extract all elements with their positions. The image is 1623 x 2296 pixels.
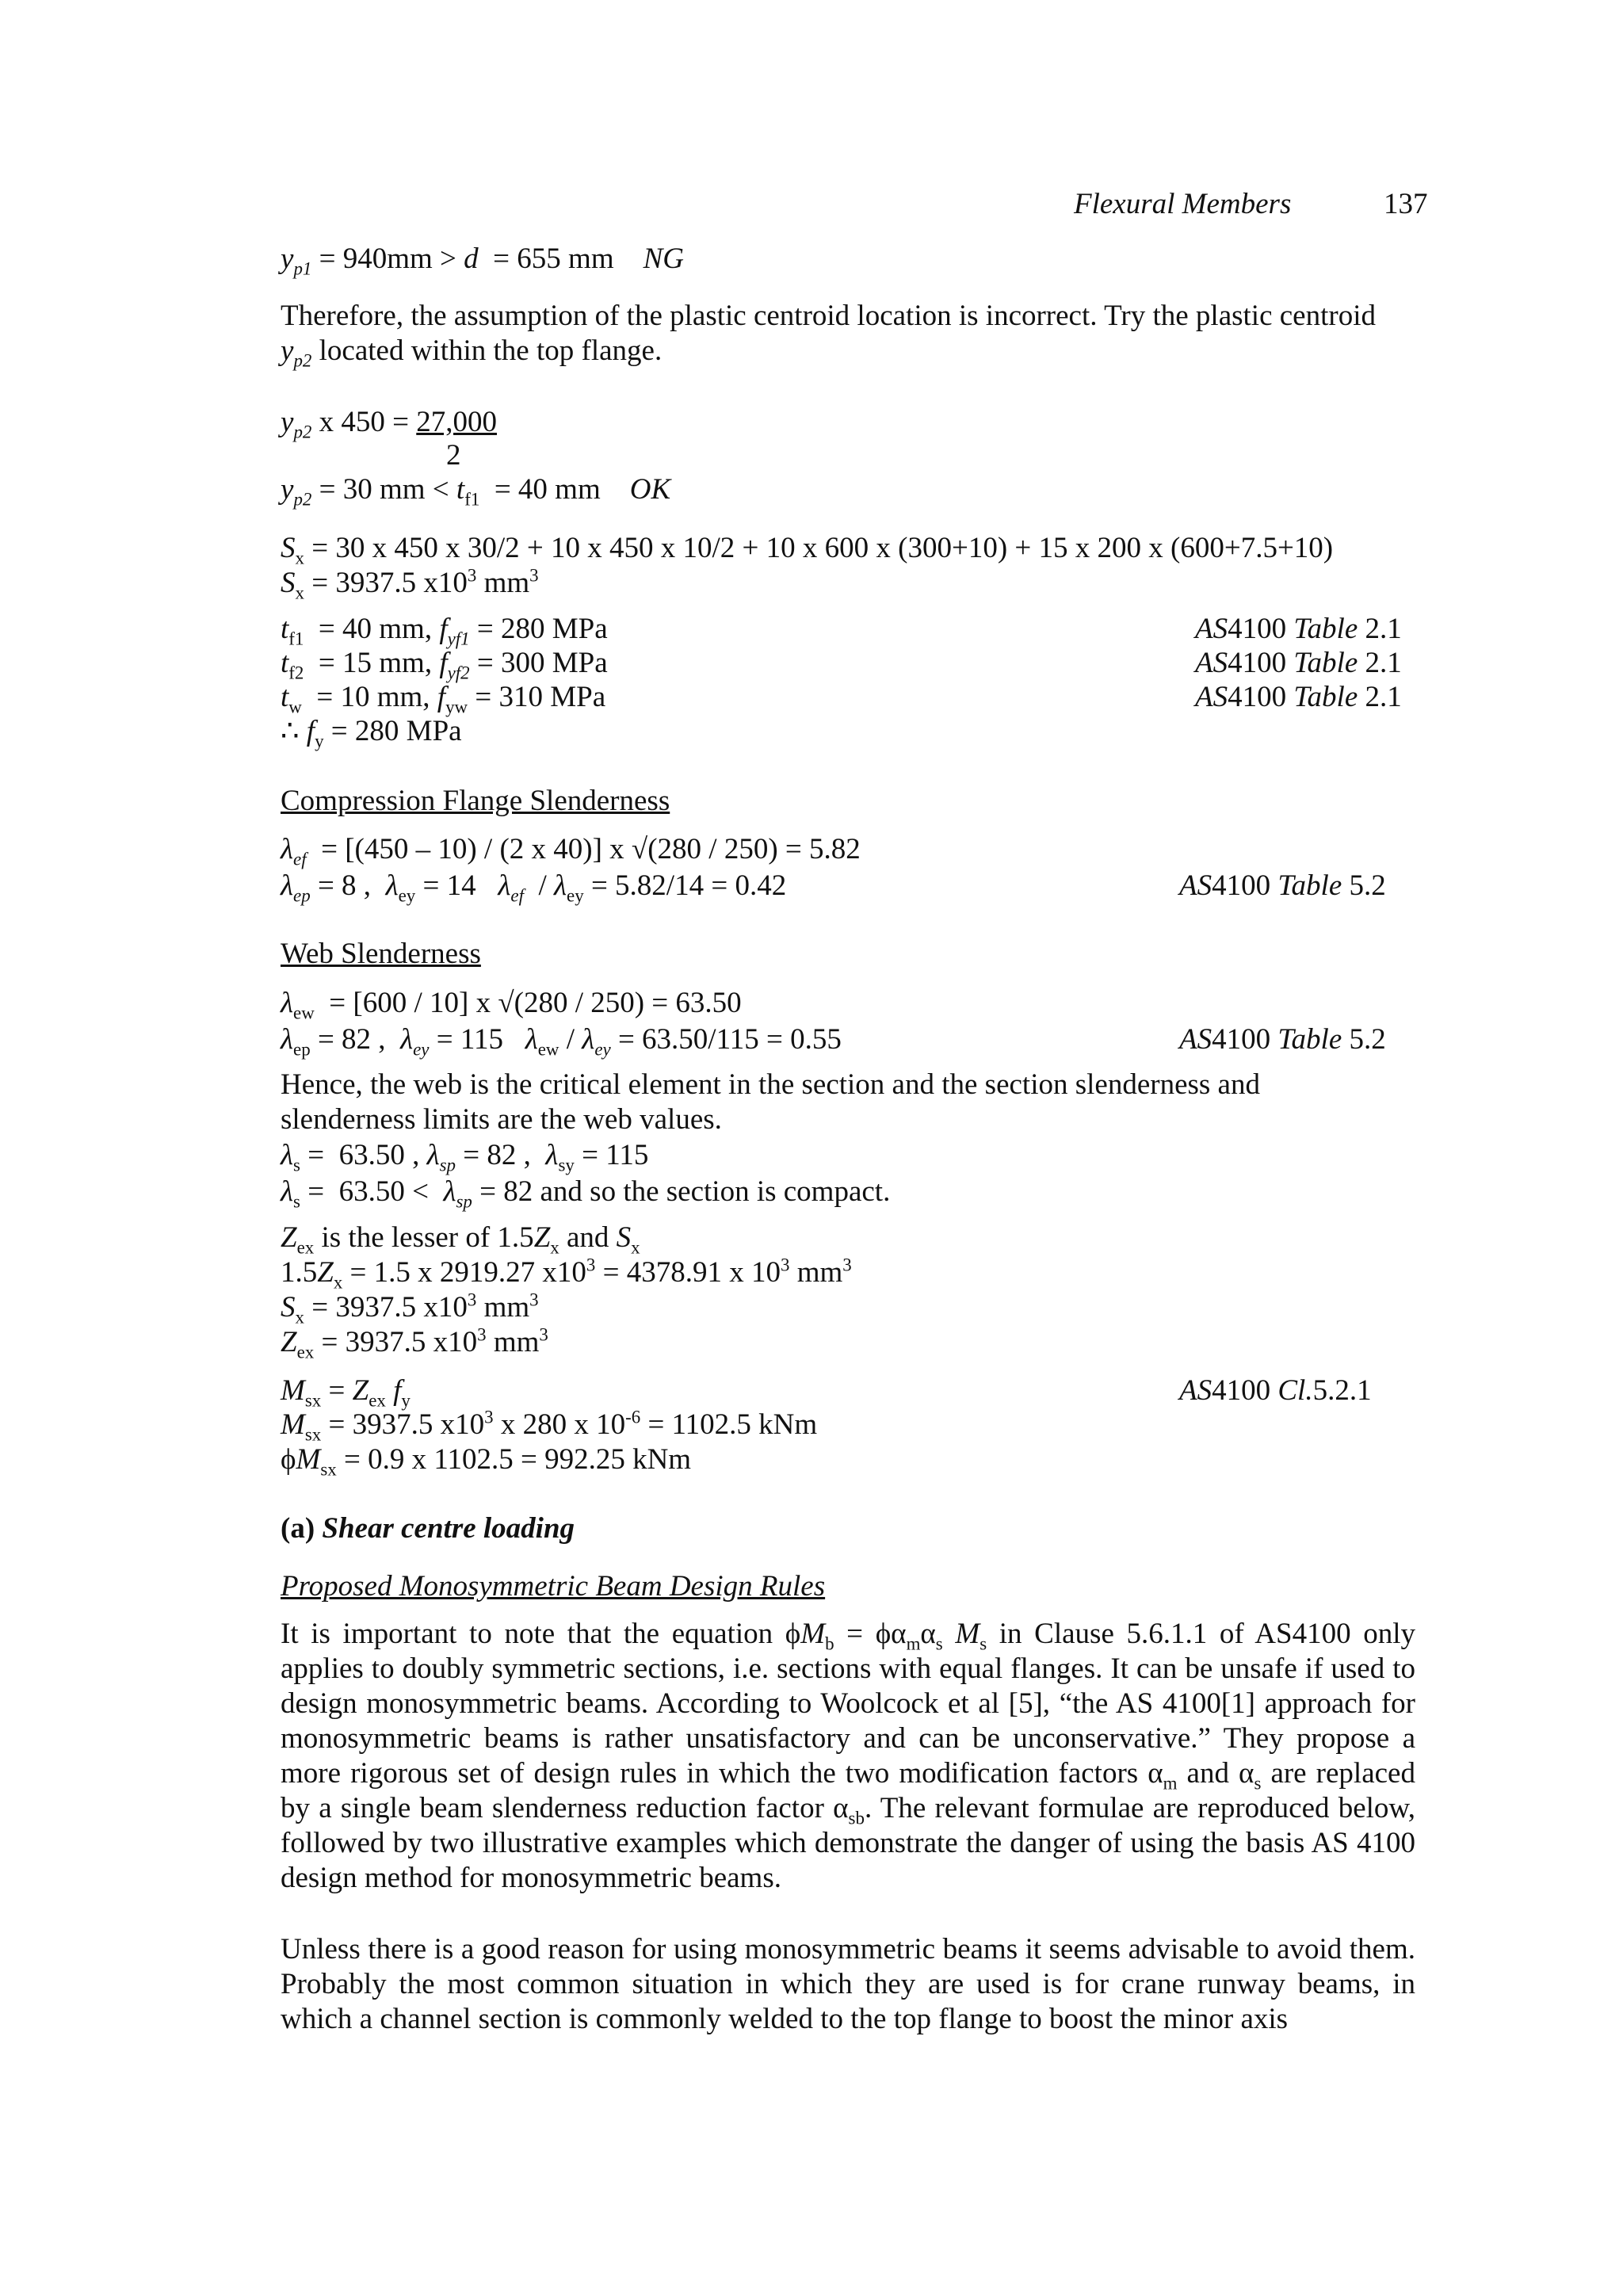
msx-formula-line: $M_{sx} = Z_{ex}$ $f_y$: [281, 1374, 411, 1411]
zx-calc-line: $1.5Z_x = 1.5$ x 2919.27 $x10^3 = 4378.91$ x $10^3$ $mm^3$: [281, 1255, 852, 1293]
fy-line: ∴ $f_y = 280$ MPa: [281, 715, 462, 751]
ref-clause-5-2-1: AS4100 Cl.5.2.1: [1179, 1374, 1372, 1407]
lambda-ep-web-line: $\lambda_{ep} = 82$ , $\lambda_{ey} = 115$ $\lambda_{ew} / \lambda_{ey} = 63.50/115 = 0.55$: [281, 1023, 842, 1060]
phi-msx-line: $\phi M_{sx} = 0.9$ x 1102.5 = 992.25 kNm: [281, 1443, 692, 1480]
tf1-line: $t_{f1} = 40$ mm, $f_{yf1} = 280$ MPa: [281, 613, 608, 649]
monosymmetric-paragraph: It is important to note that the equation $\phi M_b = \phi\alpha_m\alpha_s$ $M_s$ in Clause 5.6.1.1 of AS4100 only applies to doubly symmetric sections, i.e. sections with equal flanges. It can be unsafe if used to design monosymmetric beams. According to Woolcock et al [5], “the AS 4100[1] approach for monosymmetric beams is rather unsatisfactory and can be unconservative.” They propose a more rigorous set of design rules in which the two modification factors $\alpha_m$ and $\alpha_s$ are replaced by a single beam slenderness reduction factor $\alpha_{sb}$. The relevant formulae are reproduced below, followed by two illustrative examples which demonstrate the danger of using the basis AS 4100 design method for monosymmetric beams.: [281, 1618, 1416, 1894]
fraction-denominator: 2: [446, 439, 461, 472]
hence-line-2: slenderness limits are the web values.: [281, 1103, 722, 1136]
lambda-ep-line: $\lambda_{ep} = 8$ , $\lambda_{ey} = 14$ $\lambda_{ef} / \lambda_{ey} = 5.82/14 = 0.42$: [281, 869, 787, 906]
sx-value-line: $S_x = 3937.5$ $x10^3$ $mm^3$: [281, 1289, 539, 1328]
ref-table-5-2: AS4100 Table 5.2: [1179, 1023, 1386, 1056]
lambda-ew-line: $\lambda_{ew} = [600 / 10]$ x √(280 / 250) = 63.50: [281, 987, 742, 1023]
hence-line-1: Hence, the web is the critical element in the section and the section slenderness and: [281, 1068, 1260, 1101]
sx-calc-line: $S_x = 30$ x 450 x 30/2 + 10 x 450 x 10/2 + 10 x 600 x (300+10) + 15 x 200 x (600+7.5+10): [281, 532, 1334, 568]
therefore-line-2: $y_{p2}$ located within the top flange.: [281, 334, 663, 371]
lambda-ef-line: $\lambda_{ef} = [(450 - 10) / (2$ x 40)] x √(280 / 250) = 5.82: [281, 833, 861, 869]
section-a-heading: (a) Shear centre loading: [281, 1512, 575, 1545]
tf2-line: $t_{f2} = 15$ mm, $f_{yf2} = 300$ MPa: [281, 647, 608, 683]
ref-table-2-1: AS4100 Table 2.1: [1195, 647, 1402, 679]
yp1-line: $y_{p1} = 940mm > d = 655$ mm NG: [281, 243, 685, 279]
compression-flange-heading: Compression Flange Slenderness: [281, 785, 670, 817]
ref-table-5-2: AS4100 Table 5.2: [1179, 869, 1386, 902]
msx-calc-line: $M_{sx} = 3937.5$ $x10^3$ x 280 x $10^{-6} = 1102.5$ kNm: [281, 1407, 818, 1445]
web-slenderness-heading: Web Slenderness: [281, 938, 481, 970]
sx-result-line: $S_x = 3937.5$ $x10^3$ $mm^3$: [281, 565, 539, 603]
yp2-result-line: $y_{p2} = 30$ mm < $t_{f1} = 40$ mm OK: [281, 473, 671, 510]
page-number: 137: [1384, 188, 1428, 220]
lambda-s-compact-line: $\lambda_s = 63.50 < \lambda_{sp} = 82$ and so the section is compact.: [281, 1175, 891, 1212]
running-title: Flexural Members: [1074, 188, 1292, 220]
yp2-fraction-line: $y_{p2}$ x 450 = 27,000: [281, 406, 497, 442]
therefore-line-1: Therefore, the assumption of the plastic centroid location is incorrect. Try the plastic centroid: [281, 300, 1376, 332]
unless-paragraph: Unless there is a good reason for using monosymmetric beams it seems advisable to avoid them. Probably the most common situation in which they are used is for crane runway beams, in which a channel section is commonly welded to the top flange to boost the minor axis: [281, 1933, 1415, 2035]
ref-table-2-1: AS4100 Table 2.1: [1195, 613, 1402, 645]
ref-table-2-1: AS4100 Table 2.1: [1195, 681, 1402, 713]
zex-value-line: $Z_{ex} = 3937.5$ $x10^3$ $mm^3$: [281, 1324, 548, 1362]
proposed-rules-heading: Proposed Monosymmetric Beam Design Rules: [281, 1570, 826, 1603]
zex-lesser-line: $Z_{ex}$ is the lesser of $1.5Z_x$ and $S_x$: [281, 1221, 640, 1258]
lambda-s-line: $\lambda_s = 63.50$ , $\lambda_{sp} = 82$ , $\lambda_{sy} = 115$: [281, 1139, 649, 1175]
tw-line: $t_w = 10$ mm, $f_{yw} = 310$ MPa: [281, 681, 606, 717]
